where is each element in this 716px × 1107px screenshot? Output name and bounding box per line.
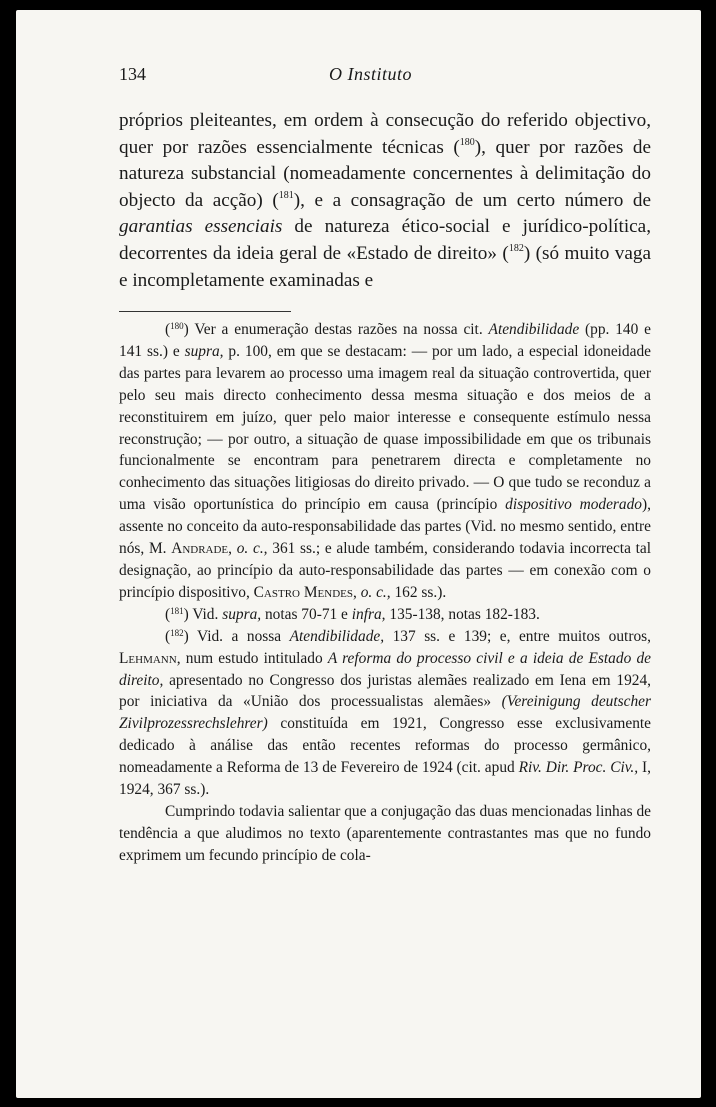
footnotes (119, 319, 651, 867)
page-header (119, 64, 654, 88)
main-text (119, 108, 651, 294)
footnote-ref[interactable]: 182 (508, 242, 524, 254)
footnote-180: ($^{180}$) Ver a enumeração destas razões na nossa cit. Atendibilidade (pp. 140 e 141 ss.) e supra, p. 100, em que se destacam: — por um lado, a especial idoneidade das partes para levarem ao processo uma imagem real da situação controvertida, quer pelo seu mais directo conhecimento dessa mesma situação e dos meios de a reconstituirem em juízo, quer pelo maior interesse e consequente estímulo nessa reconstrução; — por outro, a situação de quase impossibilidade em que os tribunais funcionalmente se encontram para penetrarem directa e completamente no conhecimento das situações litigiosas do direito privado. — O que tudo se reconduz a uma visão oportunística do princípio em causa (princípio dispositivo moderado), assente no conceito da auto-responsabilidade das partes (Vid. no mesmo sentido, entre nós, M. Andrade, o. c., 361 ss.; e alude também, considerando todavia incorrecta tal designação, ao princípio da auto-responsabilidade das partes — em conexão com o princípio dispositivo, Castro Mendes, o. c., 162 ss.). (119, 321, 651, 601)
page-number: 134 (119, 64, 146, 84)
main-paragraph: próprios pleiteantes, em ordem à consecução do referido objectivo, quer por razões essencialmente técnicas ($^{180}$), quer por razões de natureza substancial (nomeadamente concernentes à delimitação do objecto da acção) ($^{181}$), e a consagração de um certo número de garantias essenciais de natureza ético-social e jurídico-política, decorrentes da ideia geral de «Estado de direito» ($^{182}$) (só muito vaga e incompletamente examinadas e (119, 110, 652, 291)
footnote-ref[interactable]: 180 (459, 136, 475, 148)
footnote-divider (119, 311, 291, 312)
running-title: O Instituto (329, 64, 413, 84)
footnote-182-continuation: Cumprindo todavia salientar que a conjugação das duas mencionadas linhas de tendência a que aludimos no texto (aparentemente contrastantes mas que no fundo exprimem um fecundo princípio de cola- (119, 802, 651, 864)
footnote-182: ($^{182}$) Vid. a nossa Atendibilidade, 137 ss. e 139; e, entre muitos outros, Lehmann, num estudo intitulado A reforma do processo civil e a ideia de Estado de direito, apresentado no Congresso dos juristas alemães realizado em Iena em 1924, por iniciativa da «União dos processualistas alemães» (Vereinigung deutscher Zivilprozessrechslehrer) constituída em 1921, Congresso esse exclusivamente dedicado à análise das então recentes reformas do processo germânico, nomeadamente a Reforma de 13 de Fevereiro de 1924 (cit. apud Riv. Dir. Proc. Civ., I, 1924, 367 ss.). (119, 627, 652, 799)
footnote-ref[interactable]: 181 (278, 189, 294, 201)
footnote-181: ($^{181}$) Vid. supra, notas 70-71 e infra, 135-138, notas 182-183. (165, 605, 540, 623)
